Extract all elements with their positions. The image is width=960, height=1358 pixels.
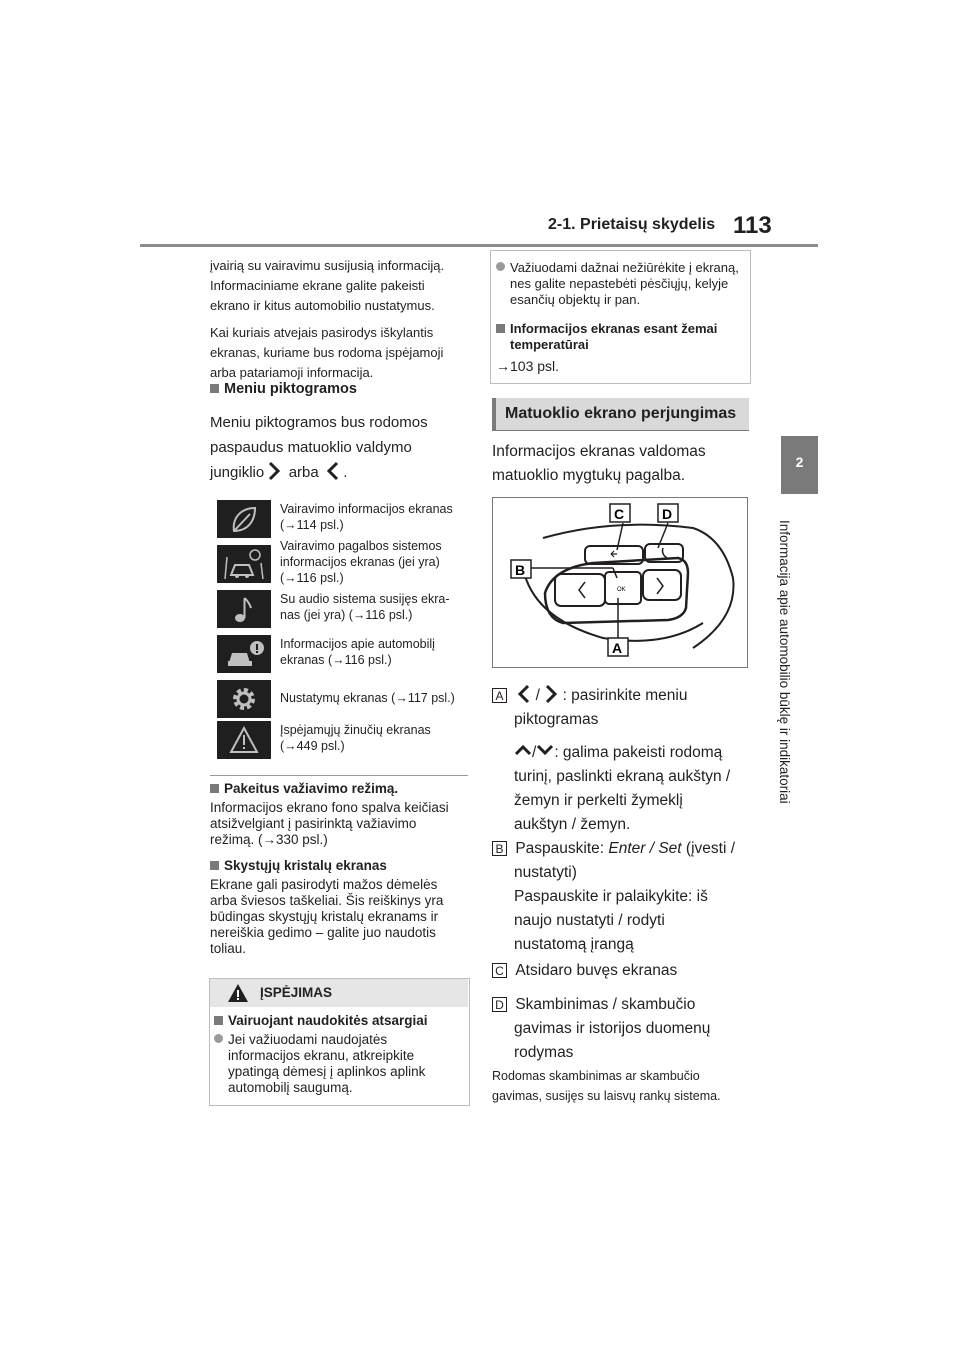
mode-line: atsižvelgiant į pasirinktą važiavimo bbox=[210, 816, 417, 831]
header-rule bbox=[140, 244, 818, 247]
item-text: turinį, paslinkti ekraną aukštyn / bbox=[514, 768, 731, 785]
item-text: piktogramas bbox=[514, 711, 599, 728]
music-note-icon bbox=[217, 590, 271, 628]
warning-line bbox=[214, 1032, 464, 1048]
item-text: gavimas ir istorijos duomenų bbox=[514, 1020, 711, 1037]
icon-desc-line: (→114 psl.) bbox=[280, 518, 344, 532]
item-b-line bbox=[492, 837, 762, 861]
callout-d: D bbox=[662, 506, 673, 522]
chapter-number: 2 bbox=[795, 454, 804, 470]
icon-desc-line: (→449 psl.) bbox=[280, 739, 345, 753]
caution-icon bbox=[227, 983, 249, 1003]
mode-heading bbox=[210, 781, 465, 796]
menu-word: jungiklio bbox=[210, 464, 265, 481]
intro-line: Kai kuriais atvejais pasirodys iškylantis bbox=[210, 325, 434, 340]
chevron-right-icon bbox=[544, 684, 558, 704]
lcd-line: toliau. bbox=[210, 941, 247, 956]
icon-desc-line: Su audio sistema susijęs ekra- bbox=[280, 592, 450, 606]
intro-line: arba patariamoji informacija. bbox=[210, 365, 374, 380]
menu-icons-heading-text: Meniu piktogramos bbox=[224, 381, 357, 397]
lcd-line: nereiškia gedimo – galite juo naudotis bbox=[210, 925, 436, 940]
item-a bbox=[492, 684, 762, 837]
callout-a: A bbox=[612, 640, 623, 656]
warning-line: automobilį saugumą. bbox=[228, 1080, 353, 1095]
car-info-icon bbox=[217, 635, 271, 673]
menu-line bbox=[210, 460, 465, 485]
leaf-icon bbox=[217, 500, 271, 538]
mode-line: režimą. (→330 psl.) bbox=[210, 832, 328, 847]
item-d bbox=[492, 993, 762, 1065]
section-intro-line: Informacijos ekranas valdomas bbox=[492, 443, 706, 460]
item-text: Atsidaro buvęs ekranas bbox=[515, 962, 678, 979]
icon-desc-line: nas (jei yra) (→116 psl.) bbox=[280, 608, 413, 622]
gear-icon bbox=[217, 680, 271, 718]
item-text: Skambinimas / skambučio bbox=[515, 996, 696, 1013]
item-text: : galima pakeisti rodomą bbox=[554, 744, 723, 761]
item-text: (įvesti / bbox=[681, 840, 736, 857]
label-d: D bbox=[492, 997, 507, 1012]
lcd-text bbox=[210, 877, 472, 957]
chevron-up-icon bbox=[514, 744, 532, 756]
icon-desc bbox=[280, 636, 470, 668]
mode-heading-text: Pakeitus važiavimo režimą. bbox=[224, 781, 399, 796]
footnote-line: Rodomas skambinimas ar skambučio bbox=[492, 1069, 700, 1083]
warning-sub-text: Vairuojant naudokitės atsargiai bbox=[228, 1013, 428, 1028]
lcd-heading bbox=[210, 858, 465, 873]
item-text: / bbox=[532, 744, 537, 761]
icon-desc bbox=[280, 538, 470, 586]
section-intro bbox=[492, 440, 752, 488]
chevron-left-icon bbox=[517, 684, 531, 704]
label-c: C bbox=[492, 963, 507, 978]
icon-desc bbox=[280, 501, 470, 533]
icon-desc-line: (→116 psl.) bbox=[280, 571, 344, 585]
icon-desc-line: Informacijos apie automobilį bbox=[280, 637, 435, 651]
item-text: / bbox=[535, 687, 540, 704]
driving-assist-icon bbox=[217, 545, 271, 583]
menu-word: arba bbox=[288, 464, 319, 481]
callout-b: B bbox=[515, 562, 526, 578]
icon-desc bbox=[280, 591, 470, 623]
item-text: nustatyti) bbox=[514, 864, 577, 881]
icon-desc bbox=[280, 690, 470, 706]
icon-desc-line: Įspėjamųjų žinučių ekranas bbox=[280, 723, 431, 737]
intro-line: įvairią su vairavimu susijusią informaciją. bbox=[210, 258, 445, 273]
info-line: esančių objektų ir pan. bbox=[510, 292, 641, 307]
item-text: žemyn ir perkelti žymeklį bbox=[514, 792, 683, 809]
warning-line: ypatingą dėmesį į aplinkos aplink bbox=[228, 1064, 426, 1079]
footnote bbox=[492, 1066, 762, 1106]
info-line-text: Važiuodami dažnai nežiūrėkite į ekraną, bbox=[510, 260, 739, 275]
warning-line: informacijos ekranu, atkreipkite bbox=[228, 1048, 415, 1063]
warning-text bbox=[214, 1032, 464, 1096]
warning-header bbox=[210, 979, 468, 1007]
section-title: 2-1. Prietaisų skydelis bbox=[548, 216, 716, 233]
ok-label: OK bbox=[617, 587, 626, 593]
chapter-side-title bbox=[777, 520, 820, 850]
item-text: nustatomą įrangą bbox=[514, 936, 634, 953]
warning-icon bbox=[217, 721, 271, 759]
intro-line: Informaciniame ekrane galite pakeisti bbox=[210, 278, 425, 293]
menu-line: paspaudus matuoklio valdymo bbox=[210, 439, 412, 456]
item-a-line bbox=[492, 684, 762, 708]
item-d-line bbox=[492, 993, 762, 1017]
low-temp-line: temperatūrai bbox=[510, 337, 589, 352]
chapter-tab bbox=[781, 436, 818, 494]
item-text: Paspauskite ir palaikykite: iš bbox=[514, 888, 708, 905]
footnote-line: gavimas, susijęs su laisvų rankų sistema. bbox=[492, 1089, 721, 1103]
chevron-right-icon bbox=[268, 461, 280, 481]
section-heading bbox=[492, 398, 749, 431]
label-b: B bbox=[492, 841, 507, 856]
icon-desc-line: ekranas (→116 psl.) bbox=[280, 653, 392, 667]
intro-line: ekranas, kuriame bus rodoma įspėjamoji bbox=[210, 345, 444, 360]
chevron-down-icon bbox=[536, 744, 554, 756]
low-temp-line bbox=[496, 321, 746, 337]
item-a-line bbox=[492, 741, 762, 765]
mode-text bbox=[210, 800, 472, 848]
item-text: naujo nustatyti / rodyti bbox=[514, 912, 665, 929]
menu-line: Meniu piktogramos bus rodomos bbox=[210, 414, 428, 431]
icon-desc-line: informacijos ekranas (jei yra) bbox=[280, 555, 440, 569]
intro-line: ekrano ir kitus automobilio nustatymus. bbox=[210, 298, 435, 313]
item-text: Paspauskite: bbox=[515, 840, 609, 857]
chapter-side-title-text: Informacija apie automobilio būklę ir indikatoriai bbox=[777, 520, 792, 804]
intro-text bbox=[210, 256, 465, 383]
steering-switch-figure bbox=[492, 497, 748, 668]
icon-desc bbox=[280, 722, 470, 754]
item-text: rodymas bbox=[514, 1044, 574, 1061]
item-text: : pasirinkite meniu bbox=[562, 687, 688, 704]
page-number: 113 bbox=[733, 212, 772, 239]
warning-line-text: Jei važiuodami naudojatės bbox=[228, 1032, 388, 1047]
chevron-left-icon bbox=[327, 461, 339, 481]
menu-word: . bbox=[343, 464, 348, 481]
lcd-line: būdingas skystųjų kristalų ekranams ir bbox=[210, 909, 439, 924]
info-line: nes galite nepastebėti pėsčiųjų, kelyje bbox=[510, 276, 729, 291]
low-temp-ref: →103 psl. bbox=[496, 358, 560, 374]
warning-title: ĮSPĖJIMAS bbox=[260, 985, 333, 1000]
section-heading-text: Matuoklio ekrano perjungimas bbox=[505, 405, 737, 422]
info-line bbox=[496, 260, 746, 276]
menu-icons-heading bbox=[210, 381, 465, 397]
lcd-line: Ekrane gali pasirodyti mažos dėmelės bbox=[210, 877, 438, 892]
icon-desc-line: Vairavimo informacijos ekranas bbox=[280, 502, 453, 516]
menu-icons-text bbox=[210, 410, 465, 485]
warning-sub bbox=[214, 1013, 428, 1028]
callout-c: C bbox=[614, 506, 625, 522]
mode-line: Informacijos ekrano fono spalva keičiasi bbox=[210, 800, 449, 815]
info-bullet bbox=[496, 260, 746, 308]
icon-desc-line: Nustatymų ekranas (→117 psl.) bbox=[280, 691, 455, 705]
item-c bbox=[492, 959, 752, 983]
icon-desc-line: Vairavimo pagalbos sistemos bbox=[280, 539, 442, 553]
low-temp-line-text: Informacijos ekranas esant žemai bbox=[510, 321, 718, 336]
item-text: Enter / Set bbox=[608, 840, 682, 857]
section-intro-line: matuoklio mygtukų pagalba. bbox=[492, 467, 686, 484]
divider bbox=[210, 775, 468, 776]
item-b bbox=[492, 837, 762, 957]
lcd-line: arba šviesos taškeliai. Šis reiškinys yra bbox=[210, 893, 444, 908]
item-text: aukštyn / žemyn. bbox=[514, 816, 631, 833]
label-a: A bbox=[492, 688, 507, 703]
low-temp-heading bbox=[496, 321, 746, 353]
lcd-heading-text: Skystųjų kristalų ekranas bbox=[224, 858, 387, 873]
